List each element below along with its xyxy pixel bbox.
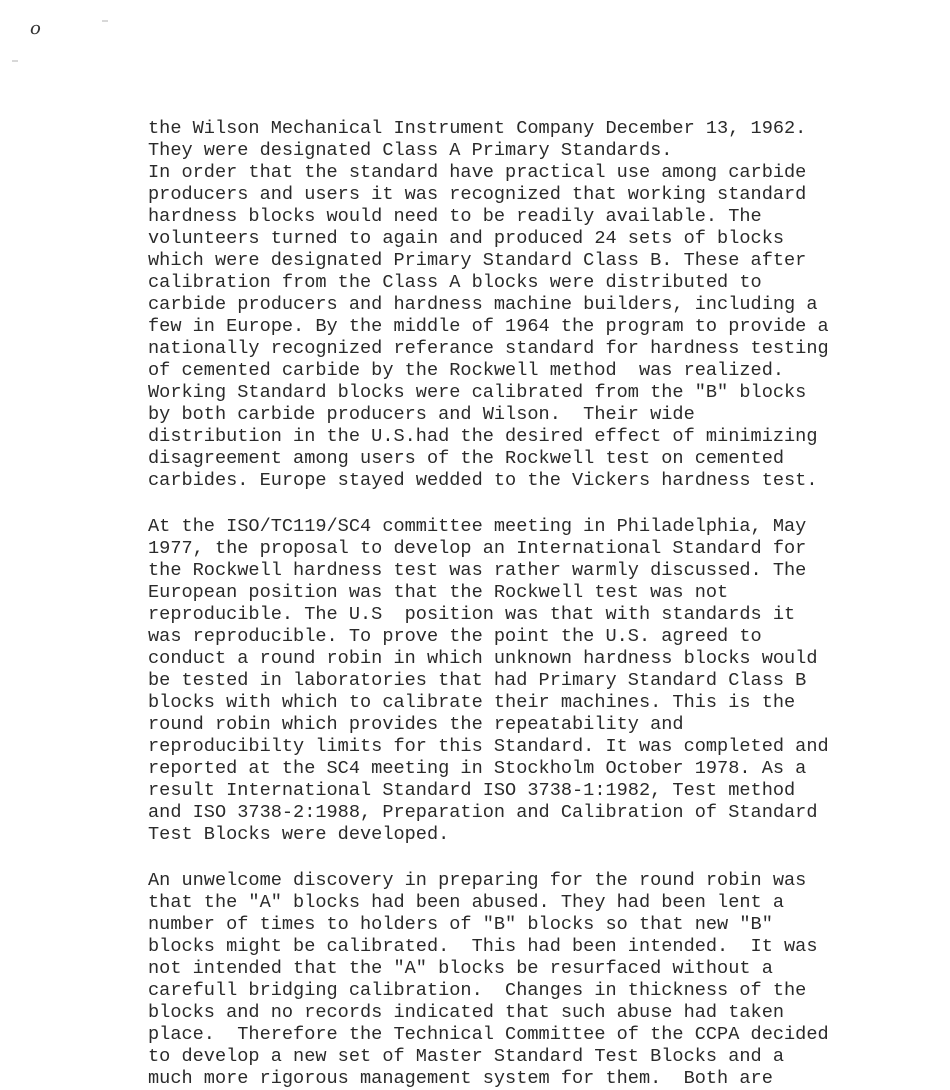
paragraph-gap xyxy=(148,846,950,870)
text-line: much more rigorous management system for them. Both are xyxy=(148,1068,773,1089)
text-line: disagreement among users of the Rockwell test on cemented xyxy=(148,448,785,469)
text-line: blocks and no records indicated that such abuse had taken xyxy=(148,1002,785,1023)
text-line: 1977, the proposal to develop an International Standard for xyxy=(148,538,807,559)
text-line: the Wilson Mechanical Instrument Company December 13, 1962. xyxy=(148,118,807,139)
text-line: which were designated Primary Standard Class B. These after xyxy=(148,250,807,271)
text-line: number of times to holders of "B" blocks so that new "B" xyxy=(148,914,773,935)
text-line: blocks might be calibrated. This had been intended. It was xyxy=(148,936,818,957)
text-line: nationally recognized referance standard for hardness testing xyxy=(148,338,829,359)
scan-speck xyxy=(12,60,18,62)
text-line: At the ISO/TC119/SC4 committee meeting in Philadelphia, May xyxy=(148,516,807,537)
text-line: carefull bridging calibration. Changes in thickness of the xyxy=(148,980,807,1001)
text-line: few in Europe. By the middle of 1964 the program to provide a xyxy=(148,316,829,337)
text-line: In order that the standard have practical use among carbide xyxy=(148,162,807,183)
paragraph-gap xyxy=(148,492,950,516)
text-line: calibration from the Class A blocks were distributed to xyxy=(148,272,762,293)
text-line: that the "A" blocks had been abused. They had been lent a xyxy=(148,892,785,913)
text-line: They were designated Class A Primary Standards. xyxy=(148,140,673,161)
text-line: of cemented carbide by the Rockwell method was realized. xyxy=(148,360,785,381)
text-line: the Rockwell hardness test was rather warmly discussed. The xyxy=(148,560,807,581)
paragraph xyxy=(148,870,950,1090)
text-line: Test Blocks were developed. xyxy=(148,824,450,845)
text-line: blocks with which to calibrate their machines. This is the xyxy=(148,692,796,713)
corner-mark: o xyxy=(30,18,41,39)
text-line: volunteers turned to again and produced 24 sets of blocks xyxy=(148,228,785,249)
text-line: hardness blocks would need to be readily available. The xyxy=(148,206,762,227)
document-body xyxy=(148,118,950,1090)
paragraph xyxy=(148,118,950,492)
text-line: not intended that the "A" blocks be resurfaced without a xyxy=(148,958,773,979)
text-line: by both carbide producers and Wilson. Their wide xyxy=(148,404,695,425)
text-line: An unwelcome discovery in preparing for the round robin was xyxy=(148,870,807,891)
text-line: producers and users it was recognized that working standard xyxy=(148,184,807,205)
paragraph xyxy=(148,516,950,846)
text-line: conduct a round robin in which unknown hardness blocks would xyxy=(148,648,818,669)
text-line: distribution in the U.S.had the desired effect of minimizing xyxy=(148,426,818,447)
text-line: to develop a new set of Master Standard Test Blocks and a xyxy=(148,1046,785,1067)
text-line: round robin which provides the repeatability and xyxy=(148,714,684,735)
text-line: European position was that the Rockwell test was not xyxy=(148,582,729,603)
text-line: result International Standard ISO 3738-1:1982, Test method xyxy=(148,780,796,801)
text-line: reproducibilty limits for this Standard. It was completed and xyxy=(148,736,829,757)
text-line: reported at the SC4 meeting in Stockholm October 1978. As a xyxy=(148,758,807,779)
text-line: carbides. Europe stayed wedded to the Vickers hardness test. xyxy=(148,470,818,491)
text-line: reproducible. The U.S position was that with standards it xyxy=(148,604,796,625)
text-line: place. Therefore the Technical Committee of the CCPA decided xyxy=(148,1024,829,1045)
text-line: be tested in laboratories that had Primary Standard Class B xyxy=(148,670,807,691)
text-line: carbide producers and hardness machine builders, including a xyxy=(148,294,818,315)
text-line: Working Standard blocks were calibrated from the "B" blocks xyxy=(148,382,807,403)
text-line: was reproducible. To prove the point the U.S. agreed to xyxy=(148,626,762,647)
scan-speck xyxy=(102,20,108,22)
text-line: and ISO 3738-2:1988, Preparation and Calibration of Standard xyxy=(148,802,818,823)
